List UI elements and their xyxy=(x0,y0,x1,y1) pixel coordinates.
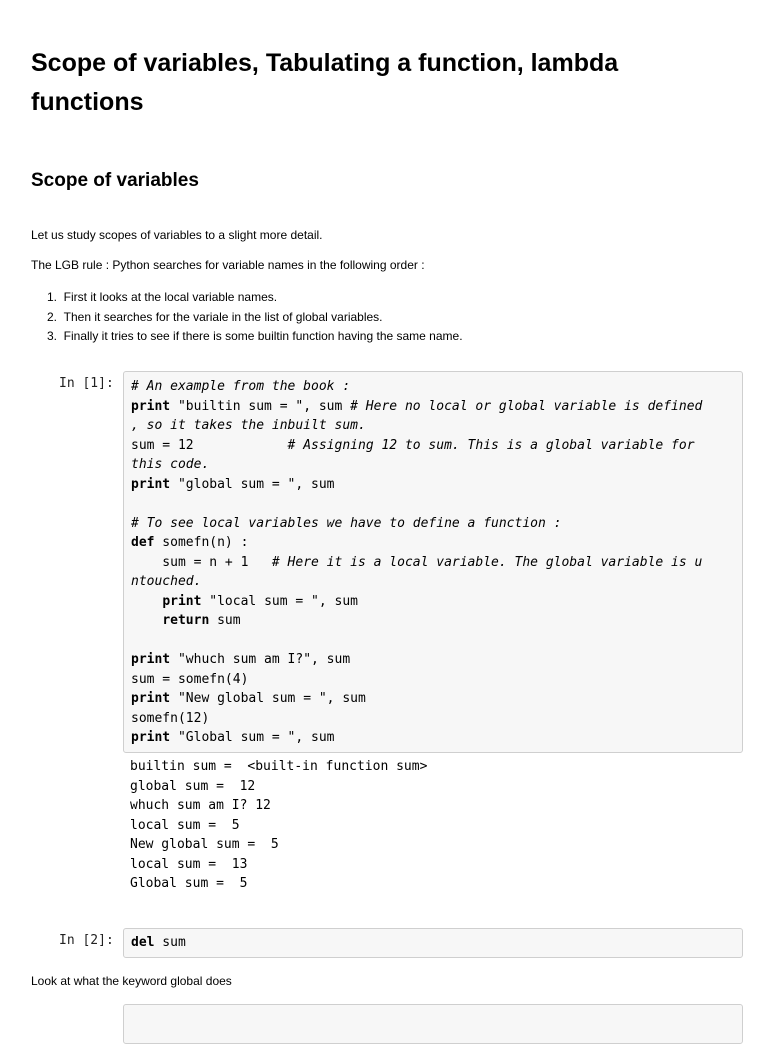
code-comment: # Here it is a local variable. The global variable is u xyxy=(271,554,703,570)
list-item-number: 2. xyxy=(46,309,57,324)
global-keyword-paragraph: Look at what the keyword global does xyxy=(31,974,232,988)
code-line xyxy=(131,475,736,495)
code-text: "builtin sum = ", sum xyxy=(170,398,351,414)
code-text: somefn(12) xyxy=(131,710,210,726)
code-comment: ntouched. xyxy=(131,574,202,589)
code-line xyxy=(131,631,736,651)
code-comment: this code. xyxy=(131,457,210,472)
lgb-paragraph: The LGB rule : Python searches for variable names in the following order : xyxy=(31,258,425,272)
code-comment: # To see local variables we have to define a function : xyxy=(131,515,562,531)
cell-1-output xyxy=(130,757,427,894)
code-line xyxy=(131,670,736,690)
code-line xyxy=(131,553,736,573)
code-text: "Global sum = ", sum xyxy=(170,730,335,745)
code-line xyxy=(131,572,736,592)
code-comment: # Here no local or global variable is defined xyxy=(350,398,703,414)
list-item xyxy=(31,327,463,347)
list-item-number: 3. xyxy=(46,329,57,343)
code-line xyxy=(131,689,736,709)
code-line xyxy=(131,494,736,514)
code-text xyxy=(131,594,162,609)
page-title: Scope of variables, Tabulating a function, lambda functions xyxy=(31,49,619,116)
lgb-rule-list xyxy=(31,288,463,347)
code-text: "whuch sum am I?", sum xyxy=(170,652,351,667)
code-comment: # Assigning 12 to sum. This is a global variable for xyxy=(287,437,695,453)
code-cell-1-source[interactable] xyxy=(131,377,736,748)
code-line xyxy=(131,436,736,456)
list-item-text: First it looks at the local variable names. xyxy=(63,290,278,304)
code-comment: # An example from the book : xyxy=(131,379,351,394)
code-keyword: print xyxy=(162,593,202,609)
code-text: "New global sum = ", sum xyxy=(170,691,366,706)
code-keyword: def xyxy=(131,535,155,550)
code-text: sum xyxy=(209,613,241,628)
intro-paragraph: Let us study scopes of variables to a slight more detail. xyxy=(31,228,323,242)
list-item xyxy=(31,308,463,328)
output-line: local sum = 13 xyxy=(130,856,248,872)
section-heading: Scope of variables xyxy=(31,170,199,191)
cell-1-prompt: In [1]: xyxy=(59,376,114,391)
code-text: sum xyxy=(154,935,186,950)
code-text: sum = n + 1 xyxy=(131,554,272,570)
code-text: "local sum = ", sum xyxy=(201,593,358,609)
code-cell-2[interactable] xyxy=(123,928,743,958)
code-line xyxy=(131,533,736,553)
code-comment: , so it takes the inbuilt sum. xyxy=(131,418,366,433)
code-cell-1[interactable] xyxy=(123,371,743,753)
code-line xyxy=(131,650,736,670)
code-text: "global sum = ", sum xyxy=(170,476,335,492)
list-item-text: Then it searches for the variale in the list of global variables. xyxy=(63,309,383,324)
list-item xyxy=(31,288,463,308)
code-text: somefn(n) : xyxy=(154,535,249,550)
code-line xyxy=(131,611,736,631)
output-line: global sum = 12 xyxy=(130,778,256,794)
code-keyword: print xyxy=(131,398,171,414)
list-item-text: Finally it tries to see if there is some builtin function having the same name. xyxy=(63,329,463,343)
code-keyword: print xyxy=(131,730,171,745)
output-line: whuch sum am I? 12 xyxy=(130,798,271,813)
code-keyword: print xyxy=(131,476,171,492)
code-line xyxy=(131,514,736,534)
code-line xyxy=(131,377,736,397)
cell-2-prompt: In [2]: xyxy=(59,933,114,948)
code-line xyxy=(131,592,736,612)
code-line xyxy=(131,455,736,475)
output-line: Global sum = 5 xyxy=(130,876,248,891)
list-item-number: 1. xyxy=(46,290,57,304)
code-cell-2-source[interactable] xyxy=(131,933,736,953)
code-line xyxy=(131,728,736,748)
code-line xyxy=(131,933,736,953)
code-keyword: del xyxy=(131,935,155,950)
code-line xyxy=(131,709,736,729)
output-line: builtin sum = <built-in function sum> xyxy=(130,759,428,774)
output-line: New global sum = 5 xyxy=(130,837,279,852)
code-line xyxy=(131,397,736,417)
code-cell-3[interactable] xyxy=(123,1004,743,1044)
code-line xyxy=(131,416,736,436)
output-line: local sum = 5 xyxy=(130,817,240,833)
code-text: sum = somefn(4) xyxy=(131,671,249,687)
code-text xyxy=(131,613,162,628)
code-keyword: print xyxy=(131,691,171,706)
code-keyword: print xyxy=(131,652,171,667)
code-keyword: return xyxy=(162,613,210,628)
code-text: sum = 12 xyxy=(131,437,288,453)
